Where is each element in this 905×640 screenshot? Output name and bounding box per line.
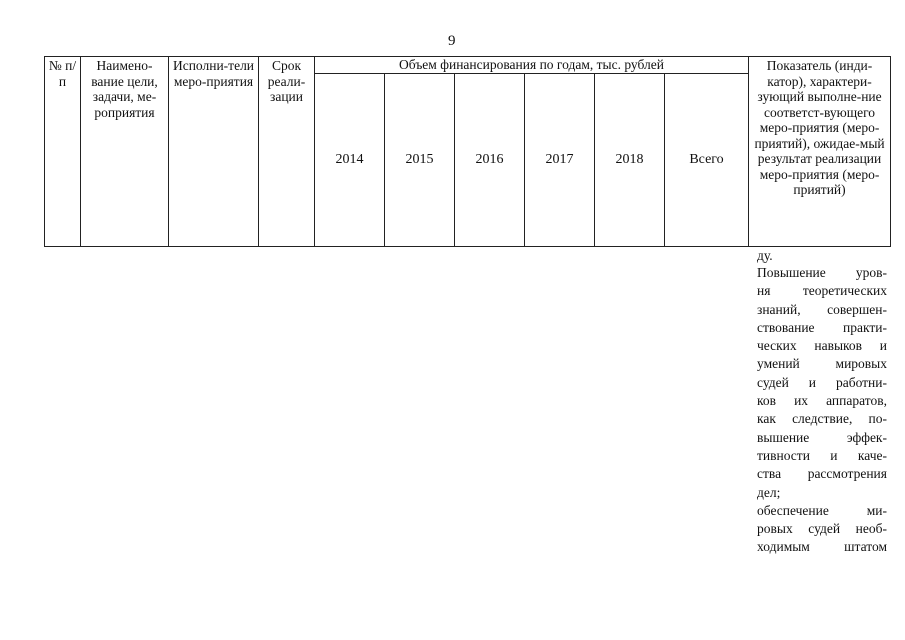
indicator-line: ровых судей необ- xyxy=(757,521,887,537)
year-2018-header: 2018 xyxy=(595,73,665,247)
total-header: Всего xyxy=(665,73,749,247)
indicator-line: умений мировых xyxy=(757,356,887,372)
indicator-line: тивности и каче- xyxy=(757,447,887,463)
indicator-paragraph-2 xyxy=(757,502,887,557)
indicator-line: ческих навыков и xyxy=(757,338,887,354)
indicator-line: вышение эффек- xyxy=(757,429,887,445)
indicator-line: ков их аппаратов, xyxy=(757,393,887,409)
col-name-header: Наимено-вание цели, задачи, ме-роприятия xyxy=(81,57,169,247)
year-2017-header: 2017 xyxy=(525,73,595,247)
year-2016-header: 2016 xyxy=(455,73,525,247)
page-number: 9 xyxy=(448,33,456,49)
indicator-line: дел; xyxy=(757,484,781,500)
continuation-text: ду. xyxy=(757,248,773,263)
year-2015-header: 2015 xyxy=(385,73,455,247)
indicator-line: Повышение уров- xyxy=(757,265,887,280)
year-2014-header: 2014 xyxy=(315,73,385,247)
indicator-line: ствование практи- xyxy=(757,319,887,335)
col-executor-header: Исполни-тели меро-приятия xyxy=(169,57,259,247)
indicator-line: знаний, совершен- xyxy=(757,301,887,317)
indicator-line: ходимым штатом xyxy=(757,539,887,555)
header-table xyxy=(44,56,891,247)
indicator-text xyxy=(757,264,887,557)
indicator-line: обеспечение ми- xyxy=(757,502,887,518)
indicator-line: судей и работни- xyxy=(757,374,887,390)
col-number-header: № п/п xyxy=(45,57,81,247)
col-term-header: Срок реали-зации xyxy=(259,57,315,247)
col-funding-header: Объем финансирования по годам, тыс. рублей xyxy=(315,57,749,74)
indicator-line: как следствие, по- xyxy=(757,411,887,427)
indicator-line: ня теоретических xyxy=(757,283,887,299)
col-indicator-header: Показатель (инди-катор), характери-зующий выполне-ние соответст-вующего меро-приятия (меро-приятий), ожидае-мый результат реализации меро-приятия (меро-приятий) xyxy=(749,57,891,247)
indicator-line: ства рассмотрения xyxy=(757,466,887,482)
indicator-paragraph-1 xyxy=(757,264,887,502)
